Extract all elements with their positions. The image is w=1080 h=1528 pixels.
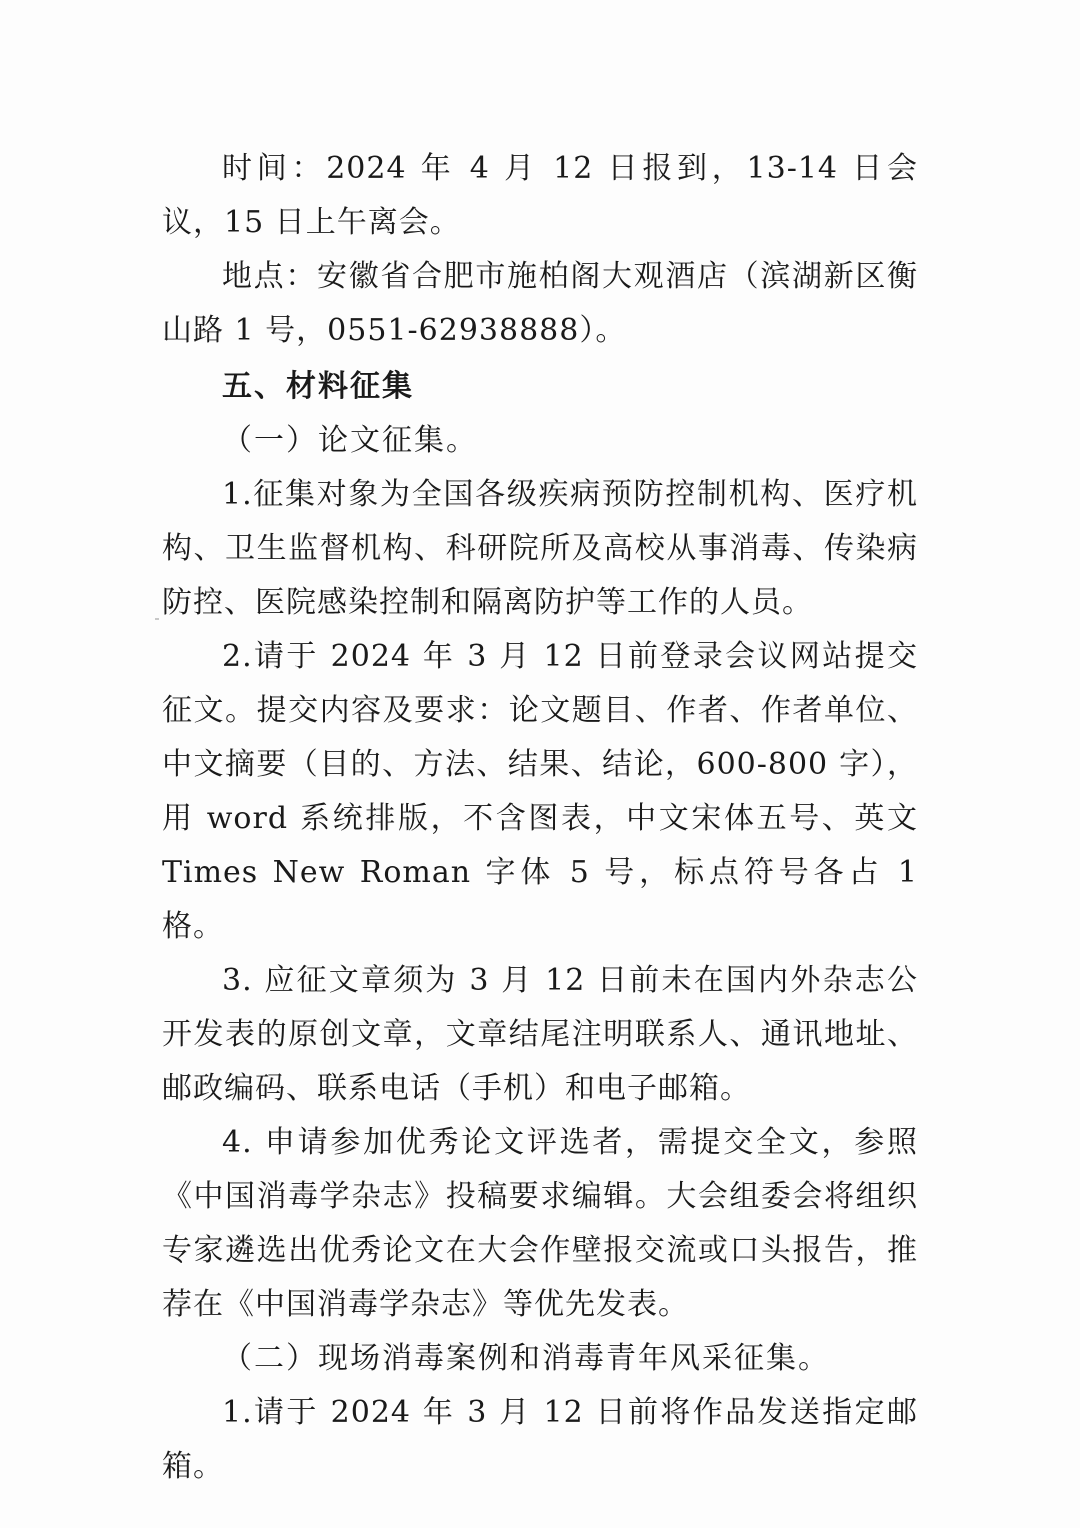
subsection-one-heading: （一）论文征集。 [222,423,478,458]
paragraph-item-five: 1.请于 2024 年 3 月 12 日前将作品发送指定邮箱。 [162,1395,918,1484]
paragraph-item-two: 2.请于 2024 年 3 月 12 日前登录会议网站提交征文。提交内容及要求：论文题目、作者、作者单位、中文摘要（目的、方法、结果、结论，600-800 字），用 word 系统排版，不含图表，中文宋体五号、英文 Times New Roman 字体 5 号，标点符号各占 1 格。 [162,639,918,944]
subsection-two-heading: （二）现场消毒案例和消毒青年风采征集。 [222,1341,830,1376]
paragraph-item-four: 4. 申请参加优秀论文评选者，需提交全文，参照《中国消毒学杂志》投稿要求编辑。大会组委会将组织专家遴选出优秀论文在大会作壁报交流或口头报告，推荐在《中国消毒学杂志》等优先发表。 [162,1125,918,1322]
paragraph-time: 时间：2024 年 4 月 12 日报到，13-14 日会议，15 日上午离会。 [162,151,918,240]
paragraph-item-one: 1.征集对象为全国各级疾病预防控制机构、医疗机构、卫生监督机构、科研院所及高校从事消毒、传染病防控、医院感染控制和隔离防护等工作的人员。 [162,477,918,620]
paragraph-location: 地点：安徽省合肥市施柏阁大观酒店（滨湖新区衡山路 1 号，0551-62938888）。 [162,259,918,348]
scan-artifact [155,618,159,620]
paragraph-item-three: 3. 应征文章须为 3 月 12 日前未在国内外杂志公开发表的原创文章，文章结尾注明联系人、通讯地址、邮政编码、联系电话（手机）和电子邮箱。 [162,963,918,1106]
section-five-heading: 五、材料征集 [222,369,414,404]
document-body [162,142,918,1494]
